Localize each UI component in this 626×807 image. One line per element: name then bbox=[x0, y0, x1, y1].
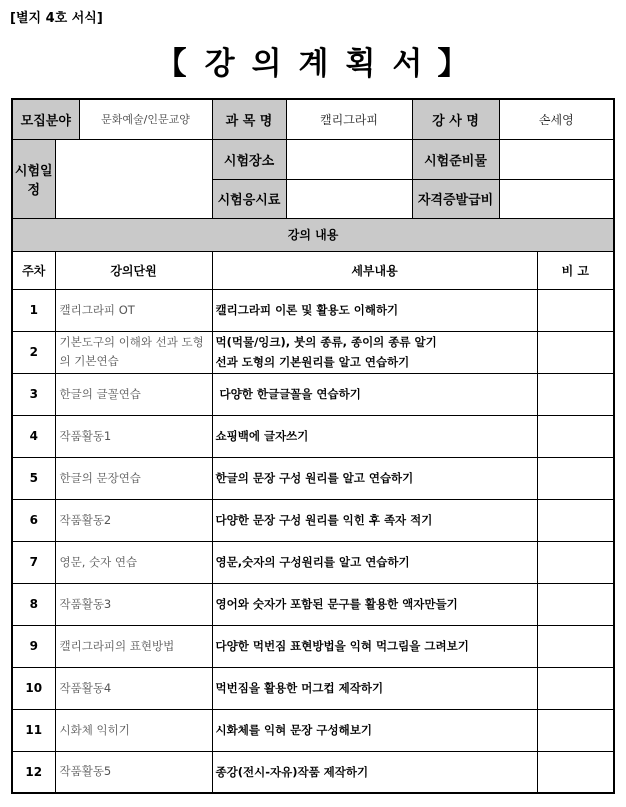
lecture-unit: 캘리그라피의 표현방법 bbox=[55, 625, 212, 667]
lecture-detail: 다양한 한글글꼴을 연습하기 bbox=[212, 373, 537, 415]
col-header-unit: 강의단원 bbox=[55, 251, 212, 289]
info-row-1 bbox=[12, 99, 614, 139]
lecture-detail: 영문,숫자의 구성원리를 알고 연습하기 bbox=[212, 541, 537, 583]
lecture-detail: 먹번짐을 활용한 머그컵 제작하기 bbox=[212, 667, 537, 709]
lecture-unit: 작품활동1 bbox=[55, 415, 212, 457]
lecture-note bbox=[537, 541, 614, 583]
schedule-value bbox=[55, 139, 212, 218]
lecture-unit: 영문, 숫자 연습 bbox=[55, 541, 212, 583]
lecture-note bbox=[537, 373, 614, 415]
column-header-row bbox=[12, 251, 614, 289]
subject-value: 캘리그라피 bbox=[286, 99, 412, 139]
table-row bbox=[12, 499, 614, 541]
field-value: 문화예술/인문교양 bbox=[79, 99, 212, 139]
lecture-plan-table bbox=[11, 98, 615, 794]
lecture-unit: 기본도구의 이해와 선과 도형의 기본연습 bbox=[55, 331, 212, 373]
lecture-detail: 영어와 숫자가 포함된 문구를 활용한 액자만들기 bbox=[212, 583, 537, 625]
fee-label: 시험응시료 bbox=[212, 179, 286, 218]
lecture-detail: 먹(먹물/잉크), 붓의 종류, 종이의 종류 알기 선과 도형의 기본원리를 알고 연습하기 bbox=[212, 331, 537, 373]
table-row bbox=[12, 667, 614, 709]
lecture-detail: 쇼핑백에 글자쓰기 bbox=[212, 415, 537, 457]
col-header-detail: 세부내용 bbox=[212, 251, 537, 289]
table-row bbox=[12, 373, 614, 415]
lecture-detail: 캘리그라피 이론 및 활용도 이해하기 bbox=[212, 289, 537, 331]
week-number: 3 bbox=[12, 373, 55, 415]
instructor-value: 손세영 bbox=[499, 99, 614, 139]
lecture-note bbox=[537, 625, 614, 667]
week-number: 1 bbox=[12, 289, 55, 331]
lecture-unit: 작품활동4 bbox=[55, 667, 212, 709]
table-row bbox=[12, 583, 614, 625]
fee-value bbox=[286, 179, 412, 218]
lecture-note bbox=[537, 709, 614, 751]
schedule-label: 시험일정 bbox=[12, 139, 55, 218]
week-number: 9 bbox=[12, 625, 55, 667]
week-number: 7 bbox=[12, 541, 55, 583]
table-row bbox=[12, 457, 614, 499]
document-title bbox=[0, 38, 626, 83]
title-text: 강의계획서 bbox=[204, 46, 440, 82]
venue-label: 시험장소 bbox=[212, 139, 286, 179]
week-number: 5 bbox=[12, 457, 55, 499]
subject-label: 과 목 명 bbox=[212, 99, 286, 139]
field-label: 모집분야 bbox=[12, 99, 79, 139]
table-row bbox=[12, 751, 614, 793]
lecture-unit: 작품활동3 bbox=[55, 583, 212, 625]
lecture-note bbox=[537, 751, 614, 793]
week-number: 2 bbox=[12, 331, 55, 373]
content-section-row bbox=[12, 218, 614, 251]
week-number: 12 bbox=[12, 751, 55, 793]
week-number: 10 bbox=[12, 667, 55, 709]
prep-label: 시험준비물 bbox=[412, 139, 499, 179]
week-number: 6 bbox=[12, 499, 55, 541]
table-row bbox=[12, 331, 614, 373]
form-number-label: [별지 4호 서식] bbox=[10, 11, 103, 26]
lecture-note bbox=[537, 667, 614, 709]
week-number: 11 bbox=[12, 709, 55, 751]
info-row-2 bbox=[12, 139, 614, 179]
title-close-bracket: 】 bbox=[437, 46, 471, 82]
cert-fee-label: 자격증발급비 bbox=[412, 179, 499, 218]
col-header-week: 주차 bbox=[12, 251, 55, 289]
lecture-note bbox=[537, 289, 614, 331]
lecture-detail: 다양한 문장 구성 원리를 익힌 후 족자 적기 bbox=[212, 499, 537, 541]
lecture-unit: 캘리그라피 OT bbox=[55, 289, 212, 331]
lecture-unit: 시화체 익히기 bbox=[55, 709, 212, 751]
table-row bbox=[12, 415, 614, 457]
table-row bbox=[12, 709, 614, 751]
lecture-detail: 한글의 문장 구성 원리를 알고 연습하기 bbox=[212, 457, 537, 499]
table-row bbox=[12, 541, 614, 583]
lecture-note bbox=[537, 499, 614, 541]
col-header-note: 비 고 bbox=[537, 251, 614, 289]
lecture-note bbox=[537, 331, 614, 373]
table-row bbox=[12, 289, 614, 331]
lecture-unit: 한글의 글꼴연습 bbox=[55, 373, 212, 415]
lecture-detail: 시화체를 익혀 문장 구성해보기 bbox=[212, 709, 537, 751]
lecture-detail: 다양한 먹번짐 표현방법을 익혀 먹그림을 그려보기 bbox=[212, 625, 537, 667]
lecture-unit: 작품활동2 bbox=[55, 499, 212, 541]
lecture-unit: 작품활동5 bbox=[55, 751, 212, 793]
content-section-header: 강의 내용 bbox=[12, 218, 614, 251]
week-number: 8 bbox=[12, 583, 55, 625]
lecture-note bbox=[537, 457, 614, 499]
lecture-note bbox=[537, 415, 614, 457]
instructor-label: 강 사 명 bbox=[412, 99, 499, 139]
title-open-bracket: 【 bbox=[155, 46, 189, 82]
cert-fee-value bbox=[499, 179, 614, 218]
venue-value bbox=[286, 139, 412, 179]
lecture-note bbox=[537, 583, 614, 625]
lecture-unit: 한글의 문장연습 bbox=[55, 457, 212, 499]
table-row bbox=[12, 625, 614, 667]
prep-value bbox=[499, 139, 614, 179]
lecture-detail: 종강(전시-자유)작품 제작하기 bbox=[212, 751, 537, 793]
week-number: 4 bbox=[12, 415, 55, 457]
lecture-rows bbox=[12, 289, 614, 793]
